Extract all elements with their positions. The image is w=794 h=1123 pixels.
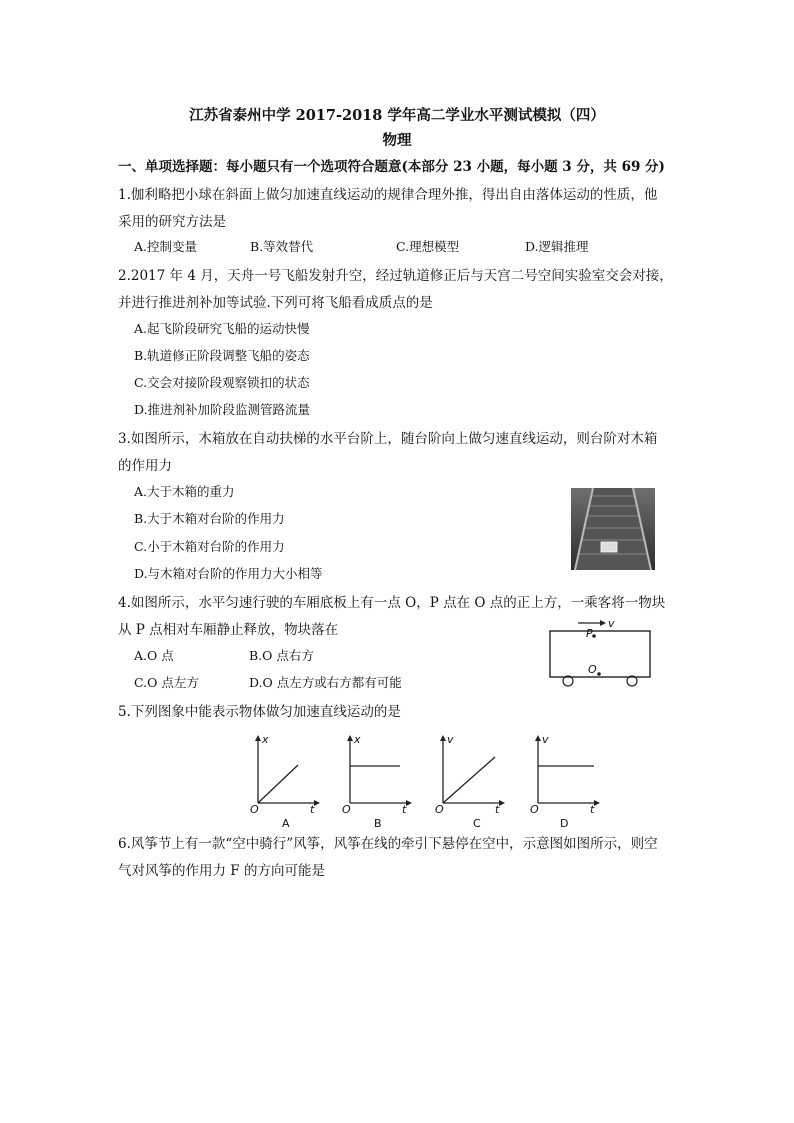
q4-option-c: C.O 点左方 — [134, 675, 199, 690]
wooden-box — [601, 542, 617, 552]
q1-text-line2: 采用的研究方法是 — [118, 214, 226, 230]
q2-option-d: D.推进剂补加阶段监测管路流量 — [134, 402, 311, 417]
q2-option-b: B.轨道修正阶段调整飞船的姿态 — [134, 348, 310, 363]
q4-option-b: B.O 点右方 — [249, 648, 314, 663]
graph-a — [248, 733, 324, 831]
q3-text-line1: 3.如图所示，木箱放在自动扶梯的水平台阶上，随台阶向上做匀速直线运动，则台阶对木箱 — [118, 431, 658, 447]
q2-text-line2: 并进行推进剂补加等试验.下列可将飞船看成质点的是 — [118, 295, 433, 311]
q6-text-line1: 6.风筝节上有一款“空中骑行”风筝，风筝在线的牵引下悬停在空中，示意图如图所示，则空 — [118, 836, 658, 852]
q4-text-line1: 4.如图所示，水平匀速行驶的车厢底板上有一点 O，P 点在 O 点的正上方，一乘客将一物块 — [118, 595, 666, 611]
graph-b-drawing — [340, 733, 416, 813]
q2-text-line1: 2.2017 年 4 月，天舟一号飞船发射升空，经过轨道修正后与天宫二号空间实验室交会对接， — [118, 268, 673, 284]
escalator-photo — [571, 488, 655, 570]
graph-a-drawing — [248, 733, 324, 813]
q1-option-d: D.逻辑推理 — [525, 239, 589, 254]
graph-c-caption: C — [473, 817, 481, 830]
q1-option-a: A.控制变量 — [134, 239, 198, 254]
q6-text-line2: 气对风筝的作用力 F 的方向可能是 — [118, 863, 325, 879]
q3-option-c: C.小于木箱对台阶的作用力 — [134, 539, 285, 554]
q4-text-line2: 从 P 点相对车厢静止释放，物块落在 — [118, 622, 339, 638]
q4-option-d: D.O 点左方或右方都有可能 — [249, 675, 402, 690]
page-title: 江苏省泰州中学 2017-2018 学年高二学业水平测试模拟（四） — [189, 107, 605, 124]
graph-a-origin: O — [250, 803, 259, 816]
q5-text-line1: 5.下列图象中能表示物体做匀加速直线运动的是 — [118, 704, 401, 720]
graph-d-y-label: v — [542, 733, 549, 746]
graph-d-caption: D — [560, 817, 569, 830]
q1-option-b: B.等效替代 — [250, 239, 314, 254]
graph-d-drawing — [528, 733, 604, 813]
section-heading: 一、单项选择题：每小题只有一个选项符合题意(本部分 23 小题，每小题 3 分，共 69 分) — [118, 159, 665, 175]
velocity-label: v — [608, 617, 615, 630]
graph-c-y-label: v — [447, 733, 454, 746]
graph-b-y-label: x — [354, 733, 361, 746]
graph-a-y-label: x — [262, 733, 269, 746]
point-o-label: O — [588, 663, 597, 676]
q2-option-c: C.交会对接阶段观察锁扣的状态 — [134, 375, 310, 390]
q3-option-d: D.与木箱对台阶的作用力大小相等 — [134, 566, 323, 581]
q3-option-a: A.大于木箱的重力 — [134, 484, 235, 499]
graph-b-origin: O — [342, 803, 351, 816]
q1-text-line1: 1.伽利略把小球在斜面上做匀加速直线运动的规律合理外推，得出自由落体运动的性质，他 — [118, 187, 658, 203]
graph-c-x-label: t — [495, 803, 500, 816]
q2-option-a: A.起飞阶段研究飞船的运动快慢 — [134, 321, 310, 336]
train-car-drawing — [548, 617, 654, 689]
train-car-figure — [548, 617, 654, 689]
graph-b-caption: B — [374, 817, 382, 830]
q4-option-a: A.O 点 — [134, 648, 174, 663]
point-p-label: P — [586, 627, 593, 640]
graph-b-x-label: t — [402, 803, 407, 816]
q1-option-c: C.理想模型 — [396, 239, 460, 254]
q3-option-b: B.大于木箱对台阶的作用力 — [134, 511, 285, 526]
graph-b — [340, 733, 416, 831]
graph-d — [528, 733, 604, 831]
graph-d-x-label: t — [590, 803, 595, 816]
graph-c-drawing — [433, 733, 509, 813]
subject-title: 物理 — [382, 132, 412, 149]
graph-c-origin: O — [435, 803, 444, 816]
graph-d-origin: O — [530, 803, 539, 816]
q3-text-line2: 的作用力 — [118, 458, 172, 474]
graph-a-caption: A — [282, 817, 290, 830]
graph-c — [433, 733, 509, 831]
graph-a-x-label: t — [310, 803, 315, 816]
